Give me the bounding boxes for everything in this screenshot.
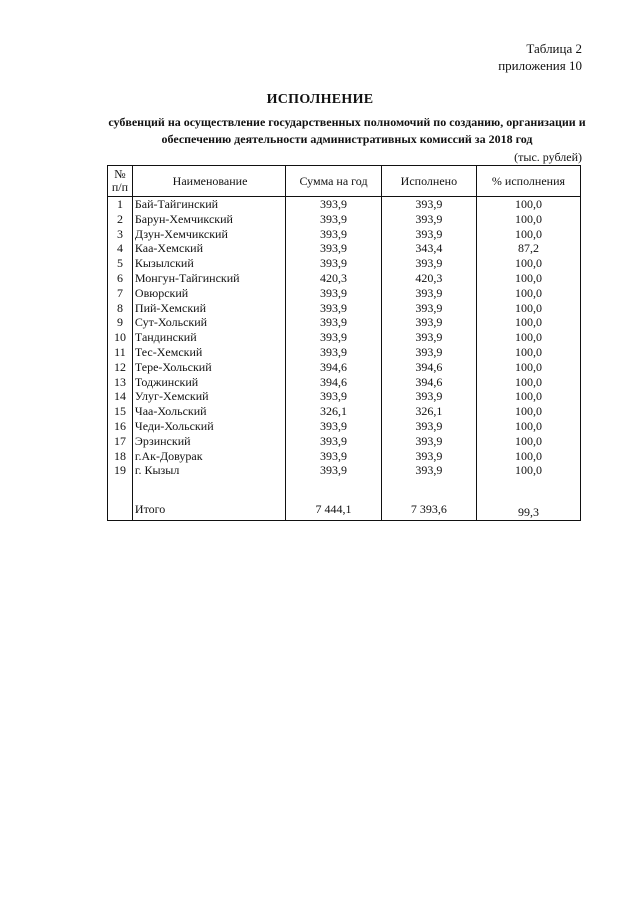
row-done-cell: 393,9 — [381, 227, 476, 242]
spacer-cell — [476, 478, 580, 498]
row-percent-cell: 100,0 — [476, 315, 580, 330]
row-sum-cell: 420,3 — [286, 271, 382, 286]
row-done-cell: 393,9 — [381, 389, 476, 404]
table-row — [108, 360, 581, 375]
spacer-cell — [132, 478, 285, 498]
row-name-cell: Тере-Хольский — [132, 360, 285, 375]
column-header-sum: Сумма на год — [286, 166, 382, 197]
row-percent-cell: 100,0 — [476, 404, 580, 419]
total-done-cell: 7 393,6 — [381, 498, 476, 521]
row-number-cell: 5 — [108, 256, 133, 271]
table-reference — [498, 40, 582, 74]
row-number-cell: 3 — [108, 227, 133, 242]
table-body — [108, 197, 581, 521]
table-spacer-row — [108, 478, 581, 498]
row-sum-cell: 393,9 — [286, 419, 382, 434]
spacer-cell — [108, 478, 133, 498]
table-row — [108, 301, 581, 316]
row-sum-cell: 393,9 — [286, 301, 382, 316]
row-sum-cell: 394,6 — [286, 375, 382, 390]
row-name-cell: Тес-Хемский — [132, 345, 285, 360]
row-name-cell: Барун-Хемчикский — [132, 212, 285, 227]
table-row — [108, 449, 581, 464]
total-percent-cell: 99,3 — [476, 498, 580, 521]
row-name-cell: Кызылский — [132, 256, 285, 271]
table-row — [108, 256, 581, 271]
total-sum-cell: 7 444,1 — [286, 498, 382, 521]
table-row — [108, 315, 581, 330]
row-name-cell: г. Кызыл — [132, 463, 285, 478]
row-done-cell: 393,9 — [381, 463, 476, 478]
row-sum-cell: 393,9 — [286, 212, 382, 227]
row-name-cell: г.Ак-Довурак — [132, 449, 285, 464]
row-number-cell: 15 — [108, 404, 133, 419]
table-header-row — [108, 166, 581, 197]
row-name-cell: Тоджинский — [132, 375, 285, 390]
row-sum-cell: 393,9 — [286, 345, 382, 360]
row-sum-cell: 393,9 — [286, 389, 382, 404]
row-sum-cell: 393,9 — [286, 449, 382, 464]
table-total-row — [108, 498, 581, 521]
row-percent-cell: 100,0 — [476, 212, 580, 227]
row-percent-cell: 87,2 — [476, 241, 580, 256]
row-done-cell: 394,6 — [381, 375, 476, 390]
table-row — [108, 389, 581, 404]
table-row — [108, 271, 581, 286]
row-number-cell: 19 — [108, 463, 133, 478]
table-row — [108, 404, 581, 419]
row-percent-cell: 100,0 — [476, 449, 580, 464]
row-percent-cell: 100,0 — [476, 345, 580, 360]
spacer-cell — [286, 478, 382, 498]
row-done-cell: 394,6 — [381, 360, 476, 375]
row-name-cell: Чеди-Хольский — [132, 419, 285, 434]
table-row — [108, 345, 581, 360]
spacer-cell — [381, 478, 476, 498]
row-number-cell: 12 — [108, 360, 133, 375]
row-done-cell: 393,9 — [381, 434, 476, 449]
row-number-cell: 16 — [108, 419, 133, 434]
table-row — [108, 286, 581, 301]
document-title: ИСПОЛНЕНИЕ — [266, 92, 374, 107]
table-row — [108, 419, 581, 434]
row-name-cell: Овюрский — [132, 286, 285, 301]
row-done-cell: 343,4 — [381, 241, 476, 256]
row-sum-cell: 393,9 — [286, 434, 382, 449]
row-done-cell: 393,9 — [381, 286, 476, 301]
row-name-cell: Бай-Тайгинский — [132, 197, 285, 212]
table-row — [108, 212, 581, 227]
row-number-cell: 8 — [108, 301, 133, 316]
row-number-cell: 11 — [108, 345, 133, 360]
row-number-cell: 6 — [108, 271, 133, 286]
column-header-percent: % исполнения — [476, 166, 580, 197]
row-name-cell: Тандинский — [132, 330, 285, 345]
row-percent-cell: 100,0 — [476, 197, 580, 212]
row-number-cell: 1 — [108, 197, 133, 212]
column-header-name: Наименование — [132, 166, 285, 197]
table-row — [108, 227, 581, 242]
table-row — [108, 463, 581, 478]
table-row — [108, 375, 581, 390]
row-name-cell: Чаа-Хольский — [132, 404, 285, 419]
row-percent-cell: 100,0 — [476, 434, 580, 449]
row-percent-cell: 100,0 — [476, 301, 580, 316]
row-done-cell: 393,9 — [381, 330, 476, 345]
row-name-cell: Сут-Хольский — [132, 315, 285, 330]
row-name-cell: Эрзинский — [132, 434, 285, 449]
row-number-cell: 7 — [108, 286, 133, 301]
row-sum-cell: 393,9 — [286, 315, 382, 330]
row-number-cell: 10 — [108, 330, 133, 345]
row-number-cell: 4 — [108, 241, 133, 256]
row-name-cell: Каа-Хемский — [132, 241, 285, 256]
row-percent-cell: 100,0 — [476, 419, 580, 434]
row-sum-cell: 394,6 — [286, 360, 382, 375]
row-sum-cell: 393,9 — [286, 241, 382, 256]
row-percent-cell: 100,0 — [476, 463, 580, 478]
row-done-cell: 393,9 — [381, 449, 476, 464]
row-percent-cell: 100,0 — [476, 227, 580, 242]
row-percent-cell: 100,0 — [476, 271, 580, 286]
row-percent-cell: 100,0 — [476, 330, 580, 345]
row-done-cell: 393,9 — [381, 419, 476, 434]
table-number-label: Таблица 2 — [526, 41, 582, 56]
units-label: (тыс. рублей) — [514, 150, 582, 164]
appendix-label: приложения 10 — [498, 58, 582, 73]
row-number-cell: 9 — [108, 315, 133, 330]
row-sum-cell: 393,9 — [286, 330, 382, 345]
row-name-cell: Монгун-Тайгинский — [132, 271, 285, 286]
column-header-number-label: № п/п — [111, 167, 129, 194]
subtitle-line-1: субвенций на осуществление государственных полномочий по созданию, организации и — [108, 115, 586, 129]
row-percent-cell: 100,0 — [476, 286, 580, 301]
row-done-cell: 326,1 — [381, 404, 476, 419]
row-sum-cell: 393,9 — [286, 463, 382, 478]
row-percent-cell: 100,0 — [476, 360, 580, 375]
row-sum-cell: 393,9 — [286, 256, 382, 271]
row-done-cell: 393,9 — [381, 256, 476, 271]
row-done-cell: 393,9 — [381, 197, 476, 212]
row-done-cell: 420,3 — [381, 271, 476, 286]
row-name-cell: Улуг-Хемский — [132, 389, 285, 404]
total-number-cell — [108, 498, 133, 521]
row-percent-cell: 100,0 — [476, 256, 580, 271]
row-sum-cell: 393,9 — [286, 227, 382, 242]
row-name-cell: Пий-Хемский — [132, 301, 285, 316]
row-name-cell: Дзун-Хемчикский — [132, 227, 285, 242]
total-label-cell: Итого — [132, 498, 285, 521]
table-row — [108, 330, 581, 345]
row-done-cell: 393,9 — [381, 345, 476, 360]
row-number-cell: 13 — [108, 375, 133, 390]
row-percent-cell: 100,0 — [476, 389, 580, 404]
row-percent-cell: 100,0 — [476, 375, 580, 390]
row-sum-cell: 326,1 — [286, 404, 382, 419]
column-header-number — [108, 166, 133, 197]
row-done-cell: 393,9 — [381, 315, 476, 330]
row-sum-cell: 393,9 — [286, 286, 382, 301]
row-number-cell: 17 — [108, 434, 133, 449]
row-done-cell: 393,9 — [381, 301, 476, 316]
row-done-cell: 393,9 — [381, 212, 476, 227]
row-number-cell: 14 — [108, 389, 133, 404]
row-number-cell: 2 — [108, 212, 133, 227]
document-subtitle — [108, 114, 586, 148]
table-row — [108, 197, 581, 212]
column-header-done: Исполнено — [381, 166, 476, 197]
table-row — [108, 241, 581, 256]
execution-table — [107, 165, 581, 521]
subtitle-line-2: обеспечению деятельности административных комиссий за 2018 год — [161, 132, 533, 146]
table-row — [108, 434, 581, 449]
row-number-cell: 18 — [108, 449, 133, 464]
row-sum-cell: 393,9 — [286, 197, 382, 212]
